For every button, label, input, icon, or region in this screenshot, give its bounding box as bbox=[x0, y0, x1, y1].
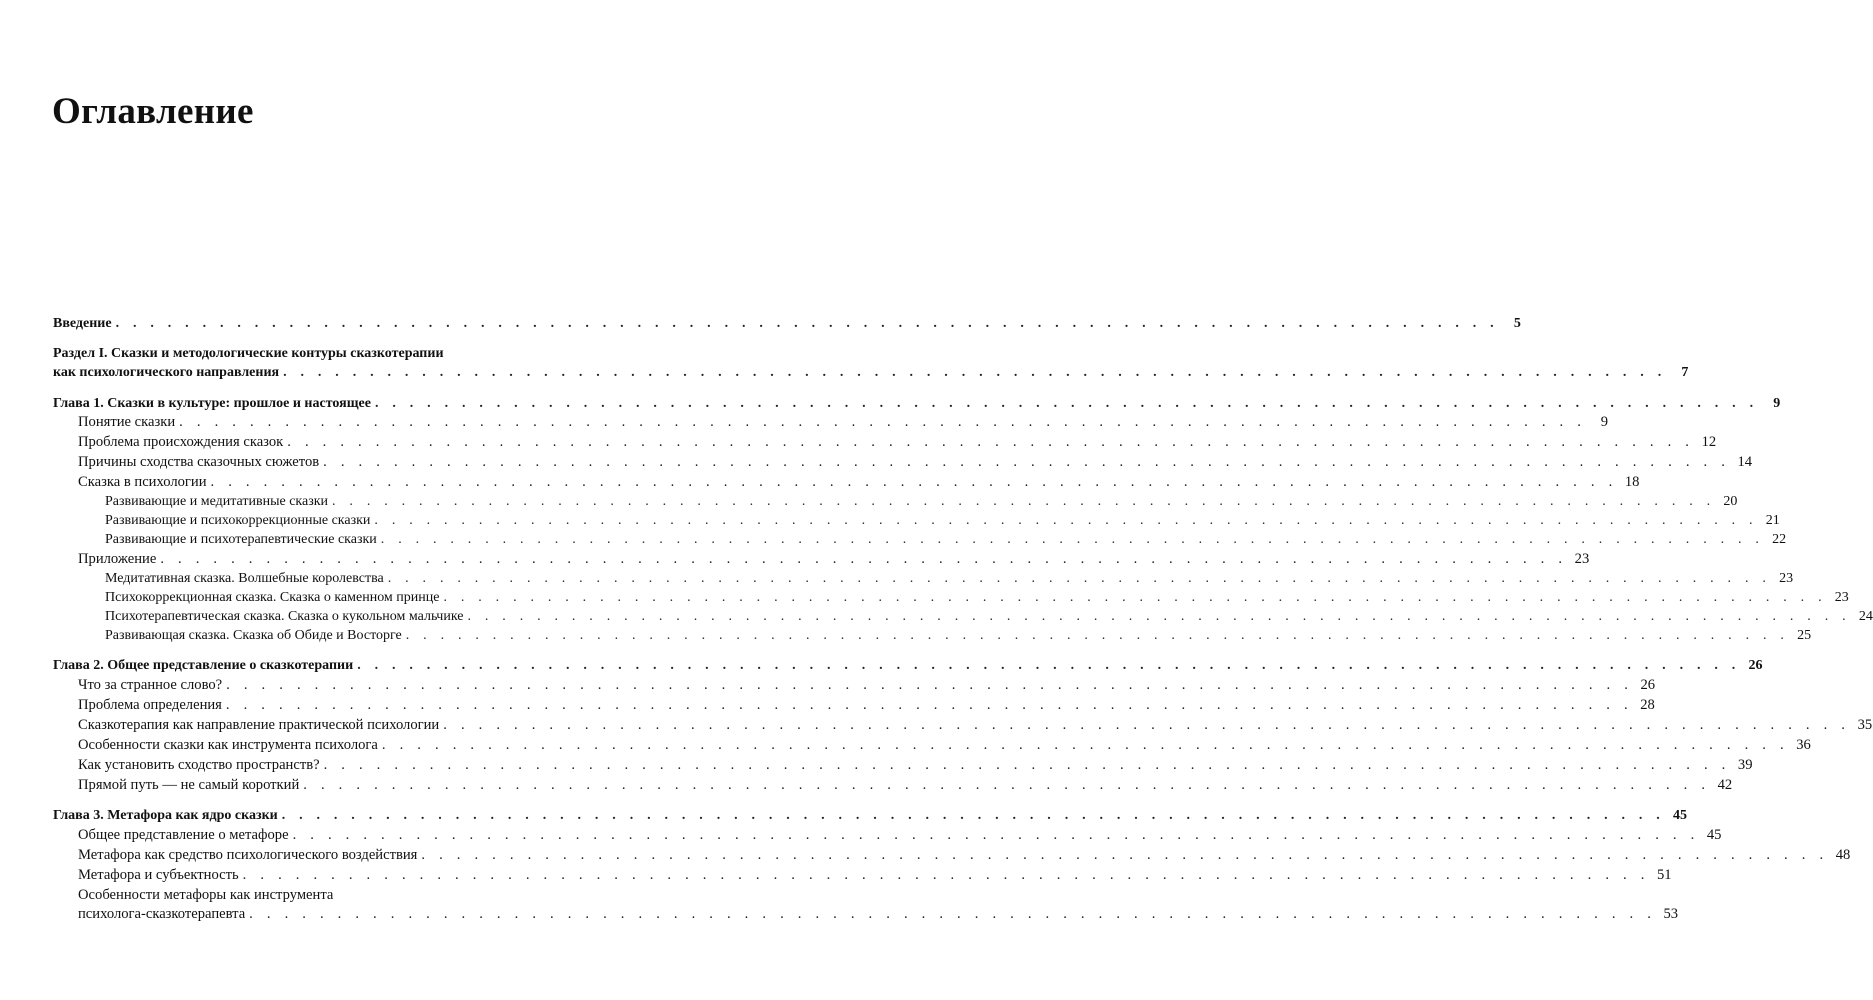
toc-entry[interactable] bbox=[0, 776, 1733, 795]
toc-section-1-line1[interactable]: Раздел I. Сказки и методологические контуры сказкотерапии bbox=[53, 346, 444, 361]
toc-page-number: 53 bbox=[1663, 906, 1679, 922]
toc-entry-title: Введение bbox=[53, 316, 112, 331]
toc-page-number: 20 bbox=[1723, 494, 1738, 509]
toc-entry[interactable] bbox=[0, 905, 1679, 924]
toc-entry[interactable] bbox=[0, 846, 1851, 865]
toc-entry-title: Психокоррекционная сказка. Сказка о каменном принце bbox=[105, 590, 440, 605]
toc-page-number: 25 bbox=[1797, 628, 1812, 643]
toc-entry[interactable] bbox=[0, 826, 1722, 845]
toc-entry-title: Прямой путь — не самый короткий bbox=[78, 777, 300, 793]
toc-entry[interactable] bbox=[0, 736, 1811, 755]
toc-page-number: 9 bbox=[1600, 414, 1609, 430]
toc-entry[interactable] bbox=[0, 413, 1609, 432]
dot-leader bbox=[299, 776, 1710, 795]
toc-page-number: 24 bbox=[1858, 609, 1873, 624]
dot-leader bbox=[245, 905, 1656, 924]
toc-page-number: 35 bbox=[1857, 717, 1873, 733]
toc-page-number: 14 bbox=[1737, 454, 1753, 470]
toc-entry-title: Понятие сказки bbox=[78, 414, 176, 430]
toc-entry-title: Развивающие и медитативные сказки bbox=[105, 494, 329, 509]
toc-page-number: 42 bbox=[1717, 777, 1733, 793]
dot-leader bbox=[278, 806, 1665, 825]
toc-entry-section-1[interactable] bbox=[0, 363, 1689, 382]
toc-entry[interactable] bbox=[0, 866, 1672, 885]
toc-entry-chapter-1[interactable] bbox=[0, 394, 1781, 413]
dot-leader bbox=[289, 826, 1700, 845]
toc-entry[interactable] bbox=[0, 626, 1812, 645]
dot-leader bbox=[328, 492, 1715, 511]
dot-leader bbox=[222, 696, 1633, 715]
toc-entry-title: Глава 2. Общее представление о сказкотерапии bbox=[53, 658, 354, 673]
dot-leader bbox=[222, 676, 1633, 695]
dot-leader bbox=[279, 363, 1666, 382]
toc-entry-title: Психотерапевтическая сказка. Сказка о кукольном мальчике bbox=[105, 609, 464, 624]
toc-entry-title: Медитативная сказка. Волшебные королевства bbox=[105, 571, 384, 586]
toc-entry-title: Сказкотерапия как направление практической психологии bbox=[78, 717, 440, 733]
toc-page-number: 26 bbox=[1640, 677, 1656, 693]
toc-page-number: 23 bbox=[1779, 571, 1794, 586]
toc-entry-title: Глава 3. Метафора как ядро сказки bbox=[53, 808, 278, 823]
toc-entry-title: Что за странное слово? bbox=[78, 677, 223, 693]
dot-leader bbox=[402, 626, 1789, 645]
dot-leader bbox=[371, 394, 1758, 413]
toc-page-number: 48 bbox=[1835, 847, 1851, 863]
toc-page-number: 21 bbox=[1765, 513, 1780, 528]
toc-entry[interactable] bbox=[0, 550, 1590, 569]
dot-leader bbox=[384, 569, 1771, 588]
dot-leader bbox=[439, 588, 1826, 607]
toc-page-number: 26 bbox=[1748, 658, 1763, 673]
toc-entry-intro[interactable] bbox=[0, 314, 1521, 333]
toc-entry[interactable] bbox=[0, 756, 1753, 775]
toc-page-number: 7 bbox=[1681, 365, 1689, 380]
dot-leader bbox=[370, 511, 1757, 530]
toc-page-number: 28 bbox=[1640, 697, 1655, 713]
toc-page-number: 23 bbox=[1834, 590, 1849, 605]
dot-leader bbox=[283, 433, 1694, 452]
dot-leader bbox=[175, 413, 1586, 432]
toc-entry[interactable] bbox=[0, 676, 1656, 695]
toc-entry-line1[interactable]: Особенности метафоры как инструмента bbox=[78, 887, 334, 903]
toc-entry-title: Глава 1. Сказки в культуре: прошлое и настоящее bbox=[53, 396, 371, 411]
toc-entry-title: как психологического направления bbox=[53, 365, 280, 380]
page-title: Оглавление bbox=[52, 91, 254, 132]
toc-entry-title: Развивающие и психокоррекционные сказки bbox=[105, 513, 371, 528]
dot-leader bbox=[156, 550, 1567, 569]
toc-page-number: 22 bbox=[1772, 532, 1787, 547]
toc-page-number: 45 bbox=[1673, 808, 1688, 823]
toc-entry-title: Проблема определения bbox=[78, 697, 222, 713]
toc-entry-title: Как установить сходство пространств? bbox=[78, 757, 320, 773]
toc-entry[interactable] bbox=[0, 433, 1717, 452]
toc-entry-title: Сказка в психологии bbox=[78, 474, 207, 490]
toc-entry[interactable] bbox=[0, 492, 1738, 511]
toc-entry-chapter-2[interactable] bbox=[0, 656, 1763, 675]
toc-entry[interactable] bbox=[0, 511, 1780, 530]
toc-entry-title: психолога-сказкотерапевта bbox=[78, 906, 246, 922]
toc-page-number: 18 bbox=[1624, 474, 1640, 490]
toc-entry-title: Особенности сказки как инструмента психолога bbox=[78, 737, 378, 753]
toc-entry-title: Приложение bbox=[78, 551, 157, 567]
toc-entry[interactable] bbox=[0, 588, 1849, 607]
dot-leader bbox=[239, 866, 1650, 885]
toc-entry-title: Проблема происхождения сказок bbox=[78, 434, 284, 450]
toc-entry[interactable] bbox=[0, 530, 1787, 549]
toc-entry[interactable] bbox=[0, 716, 1873, 735]
toc-entry[interactable] bbox=[0, 607, 1873, 626]
toc-entry-title: Развивающие и психотерапевтические сказки bbox=[105, 532, 377, 547]
dot-leader bbox=[320, 756, 1731, 775]
toc-entry-title: Развивающая сказка. Сказка об Обиде и Восторге bbox=[105, 628, 402, 643]
toc-page-number: 9 bbox=[1773, 396, 1781, 411]
toc-entry[interactable] bbox=[0, 453, 1753, 472]
toc-entry-chapter-3[interactable] bbox=[0, 806, 1688, 825]
toc-entry-title: Метафора и субъектность bbox=[78, 867, 239, 883]
toc-entry[interactable] bbox=[0, 473, 1640, 492]
toc-page-number: 12 bbox=[1701, 434, 1717, 450]
toc-entry-title: Метафора как средство психологического воздействия bbox=[78, 847, 418, 863]
toc-entry-title: Общее представление о метафоре bbox=[78, 827, 289, 843]
toc-page-number: 5 bbox=[1513, 316, 1521, 331]
toc-entry[interactable] bbox=[0, 569, 1794, 588]
dot-leader bbox=[112, 314, 1499, 333]
toc-page-number: 45 bbox=[1706, 827, 1722, 843]
toc-page-number: 36 bbox=[1796, 737, 1811, 753]
dot-leader bbox=[439, 716, 1850, 735]
dot-leader bbox=[377, 530, 1764, 549]
dot-leader bbox=[207, 473, 1618, 492]
dot-leader bbox=[464, 607, 1851, 626]
dot-leader bbox=[319, 453, 1730, 472]
dot-leader bbox=[353, 656, 1740, 675]
toc-page-number: 39 bbox=[1737, 757, 1753, 773]
toc-entry-title: Причины сходства сказочных сюжетов bbox=[78, 454, 320, 470]
toc-page-number: 51 bbox=[1656, 867, 1672, 883]
dot-leader bbox=[417, 846, 1828, 865]
toc-page-number: 23 bbox=[1574, 551, 1590, 567]
dot-leader bbox=[378, 736, 1789, 755]
toc-entry[interactable] bbox=[0, 696, 1655, 715]
